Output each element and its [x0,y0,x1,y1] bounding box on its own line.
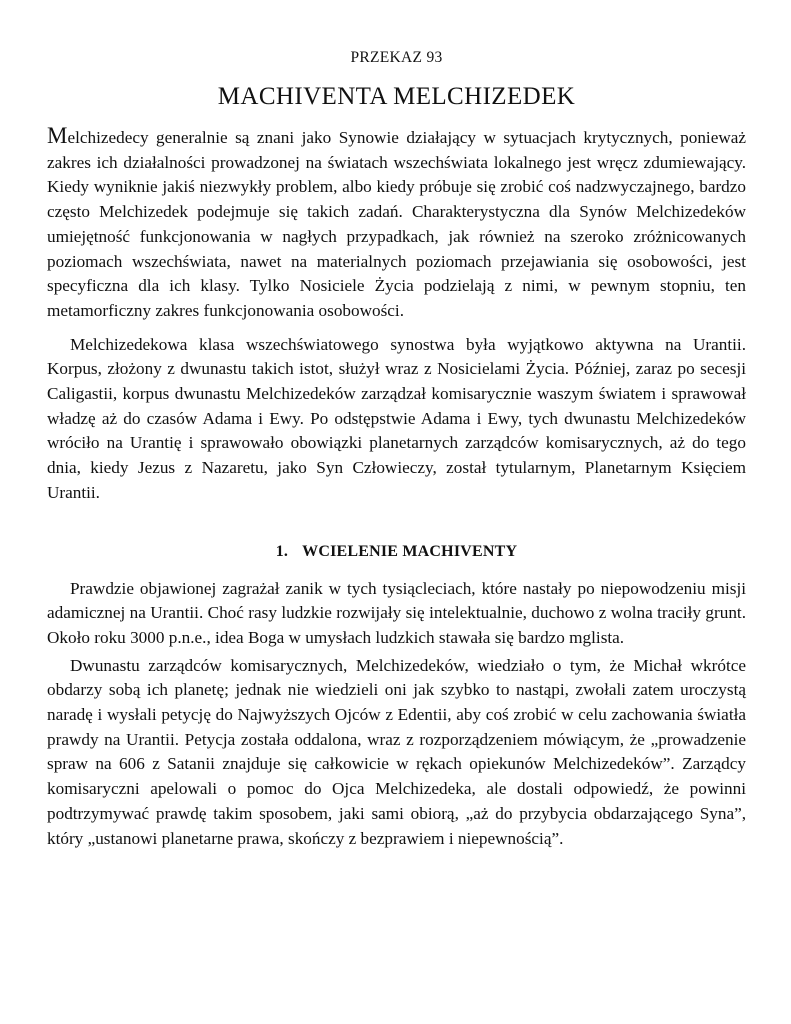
section-title: WCIELENIE MACHIVENTY [302,542,518,560]
section-heading [47,541,746,563]
paper-title: MACHIVENTA MELCHIZEDEK [217,83,576,110]
document-page [47,0,746,851]
intro-paragraph [47,123,746,324]
body-paragraph: Prawdzie objawionej zagrażał zanik w tych tysiącleciach, które nastały po niepowodzeniu misji adamicznej na Urantii. Choć rasy ludzkie rozwijały się intelektualnie, duchowo z wolna traciły grunt. Około roku 3000 p.n.e., idea Boga w umysłach ludzkich stawała się bardzo mglista. [47,578,746,647]
body-paragraph: Melchizedekowa klasa wszechświatowego synostwa była wyjątkowo aktywna na Urantii. Korpus, złożony z dwunastu takich istot, służył wraz z Nosicielami Życia. Później, zaraz po secesji Caligastii, korpus dwunastu Melchizedeków zarządzał komisarycznie waszym światem i sprawował władzę aż do czasów Adama i Ewy. Po odstępstwie Adama i Ewy, tych dwunastu Melchizedeków wróciło na Urantię i sprawowało obowiązki planetarnych zarządców komisarycznych, aż do tego dnia, kiedy Jezus z Nazaretu, jako Syn Człowieczy, został tytularnym, Planetarnym Księciem Urantii. [47,334,746,502]
section-number: 1. [275,542,289,560]
intro-text: elchizedecy generalnie są znani jako Synowie działający w sytuacjach krytycznych, ponieważ zakres ich działalności prowadzonej na światach wszechświata lokalnego jest wręcz zdumiewający. Kiedy wyniknie jakiś niezwykły problem, albo kiedy próbuje się zrobić coś nadzwyczajnego, bardzo często Melchizedek podejmuje się takich zadań. Charakterystyczna dla Synów Melchizedeków umiejętność funkcjonowania w nagłych przypadkach, jak również na szeroko zróżnicowanych poziomach wszechświata, nawet na materialnych poziomach przejawiania się osobowości, jest specyficzna dla ich klasy. Tylko Nosiciele Życia podzielają z nimi, w pewnym stopniu, ten metamorficzny zakres funkcjonowania osobowości. [47,128,746,320]
body-paragraph: Dwunastu zarządców komisarycznych, Melchizedeków, wiedziało o tym, że Michał wkrótce obdarzy sobą ich planetę; jednak nie wiedzieli oni jak szybko to nastąpi, zwołali zatem uroczystą naradę i wysłali petycję do Najwyższych Ojców z Edentii, aby coś zrobić w celu zachowania światła prawdy na Urantii. Petycja została oddalona, wraz z rozporządzeniem mówiącym, że „prowadzenie spraw na 606 z Satanii znajduje się całkowicie w rękach opiekunów Melchizedeków”. Zarządcy komisaryczni apelowali o pomoc do Ojca Melchizedeka, ale dostali odpowiedź, że powinni podtrzymywać prawdę takim sposobem, jaki sami obiorą, „aż do przybycia obdarzającego Syna”, który „ustanowi planetarne prawa, skończy z bezprawiem i niepewnością”. [47,655,746,848]
paper-label: PRZEKAZ 93 [350,49,443,66]
drop-cap: M [47,123,68,148]
